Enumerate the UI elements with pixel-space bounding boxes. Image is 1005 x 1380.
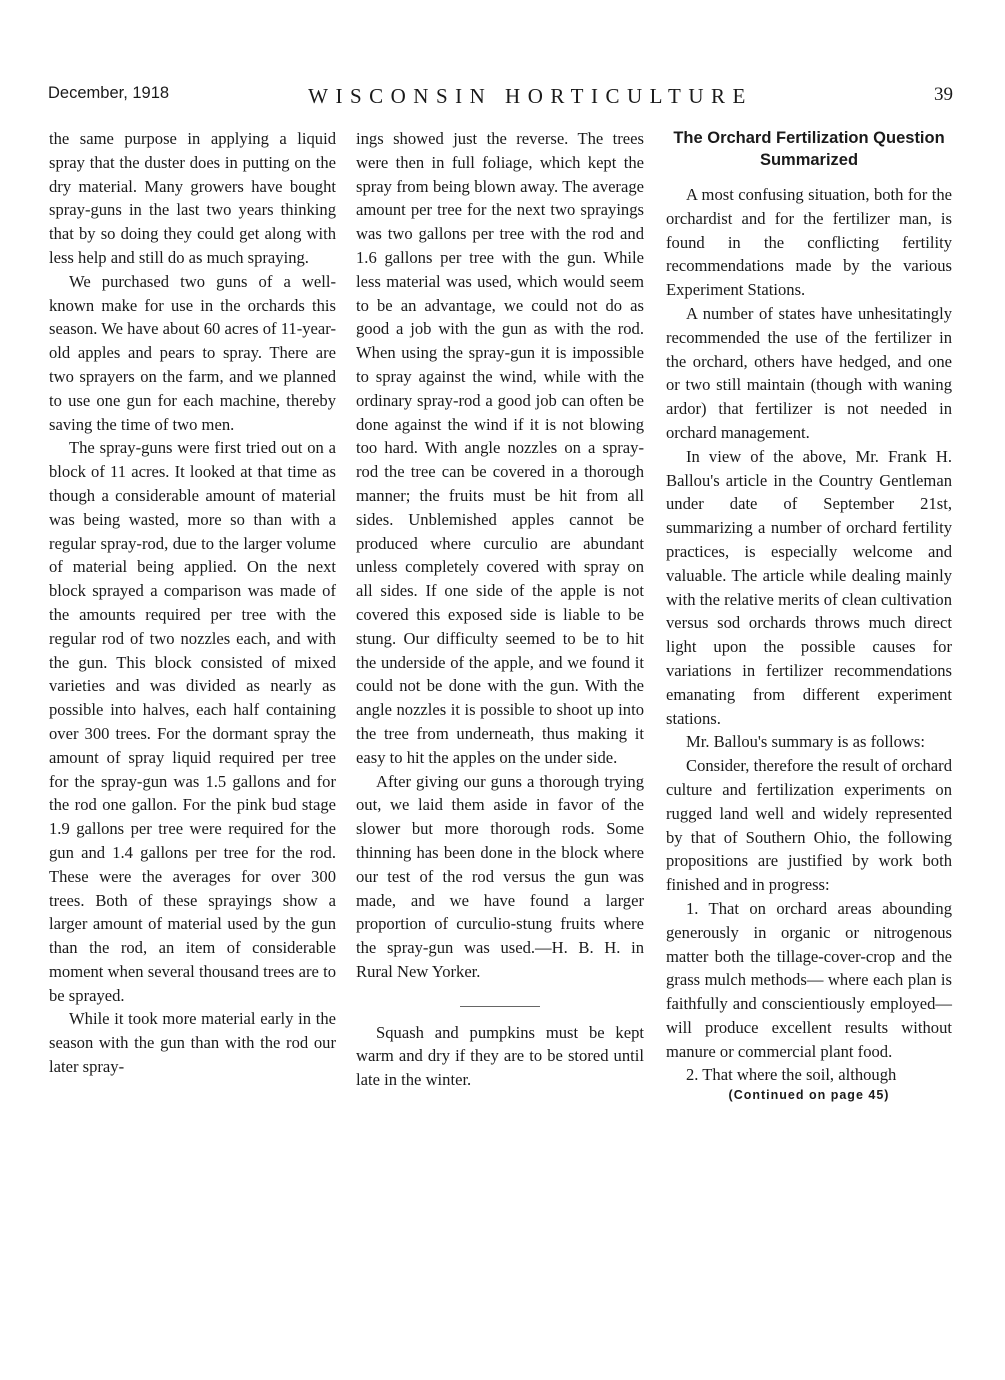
paragraph: Mr. Ballou's summary is as follows: [686, 732, 925, 752]
paragraph: Consider, therefore the result of orchard culture and fertilization experiments on rugged land well and widely represented by that of Southern Ohio, the following propositions are justified by work both finished and in progress: [666, 756, 952, 895]
article-column-1 [49, 127, 336, 1079]
paragraph: We purchased two guns of a well-known make for use in the orchards this season. We have about 60 acres of 11-year-old apples and pears to spray. There are two sprayers on the farm, and we planned to use one gun for each machine, thereby saving the time of two men. [49, 271, 336, 434]
paragraph: 1. That on orchard areas abounding generously in organic or nitrogenous matter both the tillage-cover-crop and the grass mulch methods— where each plan is faithfully and conscientiously employed—will produce excellent results without manure or commercial plant food. [666, 898, 952, 1061]
paragraph: A most confusing situation, both for the orchardist and for the fertilizer man, is found in the conflicting fertility recommendations made by the various Experiment Stations. [666, 185, 952, 300]
paragraph: While it took more material early in the season with the gun than with the rod our later spray- [49, 1009, 336, 1077]
article-column-3 [666, 127, 952, 1102]
paragraph: 2. That where the soil, although [686, 1065, 897, 1085]
paragraph: After giving our guns a thorough trying out, we laid them aside in favor of the slower but more thorough rods. Some thinning has been done in the block where our test of the rod versus the gun was made, and we have found a larger proportion of curculio-stung fruits where the spray-gun was used.—H. B. H. in Rural New Yorker. [356, 771, 644, 981]
page-number: 39 [934, 84, 953, 105]
paragraph: In view of the above, Mr. Frank H. Ballou's article in the Country Gentleman under date of September 21st, summarizing a number of orchard fertility practices, is especially welcome and valuable. The article while dealing mainly with the relative merits of clean cultivation versus sod orchards throws much direct light upon the possible causes for variations in fertilizer recommendations emanating from different experiment stations. [666, 446, 952, 728]
page-header [48, 84, 953, 108]
paragraph: The spray-guns were first tried out on a block of 11 acres. It looked at that time as though a considerable amount of material was being wasted, more so than with a regular spray-rod, due to the larger volume of material being applied. On the next block sprayed a comparison was made of the amounts required per tree with the regular rod of two nozzles each, and with the gun. This block consisted of mixed varieties and was divided as nearly as possible into halves, each half containing over 300 trees. For the dormant spray the amount of spray liquid required per tree for the spray-gun was 1.5 gallons and for the rod one gallon. For the pink bud stage 1.9 gallons per tree were required for the gun and 1.4 gallons per tree for the rod. These were the averages for over 300 trees. Both of these sprayings show a larger amount of material used by the gun than the rod, an item of considerable moment when several thousand trees are to be sprayed. [49, 438, 336, 1005]
magazine-title: WISCONSIN HORTICULTURE [308, 84, 753, 108]
paragraph: ings showed just the reverse. The trees were then in full foliage, which kept the spray from being blown away. The average amount per tree for the next two sprayings was two gallons per tree with the rod and 1.6 gallons per tree with the gun. While less material was used, which would seem to be an advantage, we could not do as good a job with the gun as with the rod. When using the spray-gun it is impossible to spray against the wind, while with the ordinary spray-rod a good job can often be done against the wind if it is not blowing too hard. With angle nozzles on a spray-rod the tree can be covered in a thorough manner; the fruits must be hit from all sides. Unblemished apples cannot be produced where curculio are abundant unless completely covered with spray on all sides. If one side of the apple is not covered this exposed side is liable to be stung. Our difficulty seemed to be to hit the underside of the apple, and we found it could not be done with the gun. With the angle nozzles it is possible to shoot up into the tree from underneath, thus making it easy to hit the apples on the under side. [356, 129, 644, 767]
paragraph: A number of states have unhesitatingly recommended the use of the fertilizer in the orchard, others have hedged, and one or two still maintain (though with waning ardor) that fertilizer is not needed in orchard management. [666, 303, 952, 442]
paragraph: the same purpose in applying a liquid spray that the duster does in putting on the dry material. Many growers have bought spray-guns in the last two years thinking that by so doing they could get along with less help and still do as much spraying. [49, 129, 336, 267]
article-heading: The Orchard Fertilization Question Summarized [673, 129, 945, 169]
continued-note[interactable]: (Continued on page 45) [728, 1088, 890, 1103]
section-divider [460, 1006, 540, 1007]
filler-note: Squash and pumpkins must be kept warm and dry if they are to be stored until late in the winter. [356, 1022, 644, 1090]
issue-date: December, 1918 [48, 84, 170, 102]
article-column-2 [356, 127, 644, 1092]
